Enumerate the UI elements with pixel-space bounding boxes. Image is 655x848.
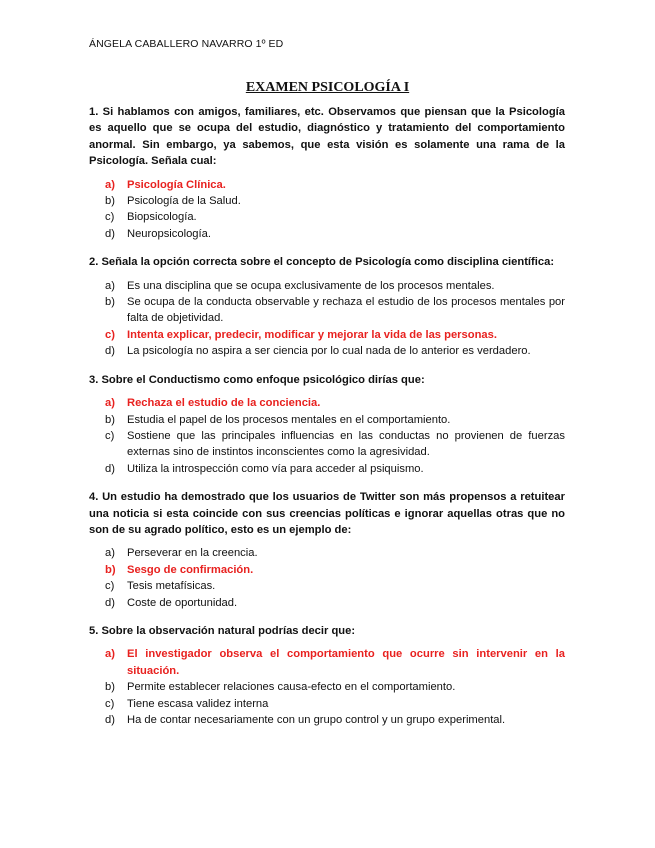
answer-option (89, 428, 565, 461)
answer-option-correct (89, 177, 565, 193)
option-letter: a) (105, 178, 115, 191)
option-text: Perseverar en la creencia. (127, 547, 258, 560)
question-text: 2. Señala la opción correcta sobre el concepto de Psicología como disciplina científica: (89, 256, 555, 269)
option-letter: d) (105, 345, 115, 358)
answer-option-correct (89, 562, 565, 578)
option-text: Intenta explicar, predecir, modificar y mejorar la vida de las personas. (127, 328, 497, 341)
page-title: EXAMEN PSICOLOGÍA I (245, 80, 410, 95)
option-text: Coste de oportunidad. (127, 596, 238, 609)
option-text: Utiliza la introspección como vía para acceder al psiquismo. (127, 462, 424, 475)
option-text: Sesgo de confirmación. (127, 563, 254, 576)
answer-option-correct (89, 395, 565, 411)
question-4 (89, 489, 565, 611)
option-letter: a) (105, 648, 115, 661)
option-text: Neuropsicología. (127, 227, 211, 240)
option-letter: b) (105, 296, 115, 309)
option-text: Psicología de la Salud. (127, 195, 241, 208)
option-letter: b) (105, 413, 115, 426)
option-text: Se ocupa de la conducta observable y rechaza el estudio de los procesos mentales por falta de objetividad. (127, 296, 565, 325)
answer-option (89, 461, 565, 477)
option-letter: a) (105, 279, 115, 292)
option-text: Tiene escasa validez interna (127, 697, 269, 710)
question-text: 3. Sobre el Conductismo como enfoque psicológico dirías que: (89, 373, 425, 386)
option-letter: a) (105, 397, 115, 410)
option-letter: d) (105, 596, 115, 609)
answer-option (89, 193, 565, 209)
option-text: Psicología Clínica. (127, 178, 226, 191)
option-text: Es una disciplina que se ocupa exclusivamente de los procesos mentales. (127, 279, 495, 292)
question-2 (89, 254, 565, 359)
option-letter: d) (105, 714, 115, 726)
option-letter: c) (105, 211, 115, 224)
answer-option (89, 595, 565, 611)
exam-content (89, 104, 565, 740)
answer-options (89, 545, 565, 611)
answer-option (89, 226, 565, 242)
answer-option (89, 294, 565, 327)
answer-option (89, 545, 565, 561)
question-text: 4. Un estudio ha demostrado que los usuarios de Twitter son más propensos a retuitear una noticia si esta coincide con sus creencias políticas e ignorar aquellas otras que no son de su agrado político, esto es un ejemplo de: (89, 491, 565, 536)
option-text: La psicología no aspira a ser ciencia por lo cual nada de lo anterior es verdadero. (127, 345, 531, 358)
question-1 (89, 104, 565, 242)
answer-option (89, 696, 565, 712)
answer-options (89, 395, 565, 477)
option-letter: d) (105, 462, 115, 475)
option-text: Tesis metafísicas. (127, 580, 216, 593)
option-text: Permite establecer relaciones causa-efecto en el comportamiento. (127, 681, 456, 694)
answer-option (89, 712, 565, 728)
option-text: Biopsicología. (127, 211, 197, 224)
option-text: Sostiene que las principales influencias en las conductas no provienen de fuerzas externas sino de instintos inconscientes como la agresividad. (127, 429, 565, 459)
option-letter: c) (105, 580, 115, 593)
question-3 (89, 372, 565, 477)
option-text: El investigador observa el comportamiento que ocurre sin intervenir en la situación. (127, 648, 565, 677)
option-letter: b) (105, 563, 116, 576)
option-letter: c) (105, 697, 115, 710)
answer-options (89, 278, 565, 360)
answer-option (89, 578, 565, 594)
option-letter: b) (105, 195, 115, 208)
answer-option (89, 278, 565, 294)
option-letter: a) (105, 547, 115, 560)
question-5 (89, 623, 565, 728)
answer-option (89, 679, 565, 695)
answer-option (89, 343, 565, 359)
answer-option (89, 209, 565, 225)
option-text: Ha de contar necesariamente con un grupo control y un grupo experimental. (127, 714, 506, 726)
page-header-author: ÁNGELA CABALLERO NAVARRO 1º ED (89, 38, 284, 50)
option-letter: b) (105, 681, 115, 694)
option-letter: c) (105, 328, 115, 341)
answer-option-correct (89, 646, 565, 679)
question-text: 5. Sobre la observación natural podrías decir que: (89, 624, 356, 637)
answer-option (89, 412, 565, 428)
option-letter: c) (105, 429, 115, 442)
answer-option-correct (89, 327, 565, 343)
option-text: Estudia el papel de los procesos mentales en el comportamiento. (127, 413, 451, 426)
answer-options (89, 177, 565, 243)
answer-options (89, 646, 565, 728)
option-letter: d) (105, 227, 115, 240)
question-text: 1. Si hablamos con amigos, familiares, etc. Observamos que piensan que la Psicología es aquello que se ocupa del estudio, diagnóstico y tratamiento del comportamiento anormal. Sin embargo, ya sabemos, que esta visión es solamente una rama de la Psicología. Señala cual: (89, 106, 565, 168)
option-text: Rechaza el estudio de la conciencia. (127, 397, 321, 410)
